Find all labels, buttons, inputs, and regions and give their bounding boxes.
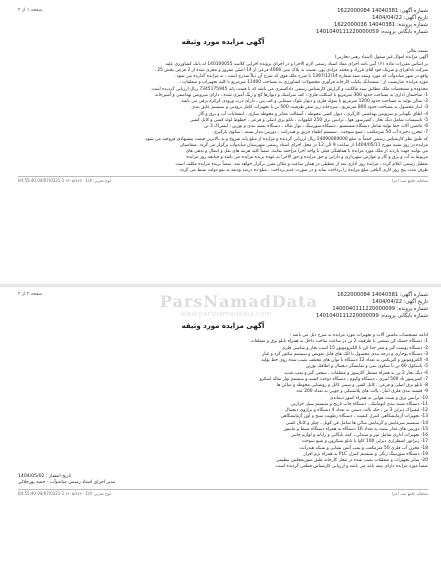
body-line: 5- تاسیسات شامل دیگ بخار ، کمپرسور هوا ، ترانس برق 250 کیلووات ، تابلو برق اصلی و فرعی ، خطوط لوله کشی و کابل کشی [189, 117, 428, 123]
ad-date: تاریخ آگهی: 1404/04/22 [372, 299, 428, 305]
document-body [18, 333, 428, 471]
signatory: مدیر اجرای اسناد رسمی میاندوآب - حمید پورجلالی [18, 480, 116, 485]
body-line: 3- دستگاه بوجاری و درجه بندی محصول با الک های قابل تعویض و سیستم مکش گرد و غبار [262, 351, 428, 357]
ad-metadata [316, 8, 428, 36]
signature-block [18, 474, 428, 487]
body-line: مزایده در روز شنبه مورخ 1404/05/11 از ساعت 9 الی 12 در محل اجرای اسناد رسمی شهرستان میاندوآب برگزار می گردد. متقاضیان [179, 142, 428, 148]
body-line: 7- مخزن ذخیره آب 50 مترمکعب ، منبع سوخت ، سیستم اطفاء حریق و هیدرانت ، دوربین مدار بسته ، سکوی بارگیری [213, 130, 428, 136]
body-line: 19- دستگاه سورتینگ رنگی و سیستم کنترل PLC به همراه نرم افزار [303, 451, 428, 457]
body-line: محدوده و مشخصات ملک مطابق سند مالکیت و گزارش کارشناس رسمی دادگستری می باشد که با قیمت پایه 7345175945 ریال ارزیابی گردیده است. [150, 86, 428, 92]
body-line: بسمه تعالی [406, 49, 428, 54]
case-number: شماره پرونده: 1400040111220000099 [332, 306, 428, 312]
document-page-2 [18, 292, 428, 496]
document-page-1 [18, 8, 428, 183]
document-header [18, 292, 428, 320]
publish-date: تاریخ انتشار : 1404/05/02 [18, 473, 72, 479]
body-line: 2- سالن تولید به مساحت حدود 1200 مترمربع با سوله فلزی و دیوار بلوک سیمانی و کف بتن ، دارای درب ورودی کرکره برقی می باشد. [179, 99, 428, 104]
footer-system: سامانه جامع ثبت اجرا [391, 490, 428, 496]
page-number: صفحه ۱ از ۲ [18, 8, 43, 13]
ad-number: شماره آگهی: 14040381 1622000084 [337, 292, 428, 298]
document-title: آگهی مزایده مورد وثیقه [181, 38, 265, 46]
body-line: 15- دوربین های مدار بسته به تعداد 16 دستگاه به همراه دستگاه ضبط و مانیتور [283, 426, 428, 432]
body-line: بر اساس مقررات ماده ۱۲۱ آیین نامه اجرای مفاد اسناد رسمی لازم الاجرا و در اجرای پرونده اجرایی کلاسه 140100055 له بانک کشاورزی علیه [165, 61, 428, 67]
watermark: ParsNamadData [160, 292, 318, 311]
document-footer [18, 176, 428, 183]
page-divider [0, 284, 441, 287]
body-line: ضمناً مورد مزایده دارای بیمه نامه می باشد و ارزیابی کارشناس قطعی گردیده است. [274, 464, 428, 470]
body-line: واقع در شهر میاندوآب که مورد وثیقه سند شماره 1397/12/14 با شرح ملک فوق که شرح آن ذیلاً مندرج است ، به مزایده گذارده می شود. [175, 74, 428, 79]
body-line: 4- الکتروموتور و گیربکس به تعداد 12 دستگاه با توان های مختلف نصب شده روی خط تولید [261, 358, 428, 363]
body-line: 2- دستگاه پوست گیر و مغز جدا کن با الکتروموتور 15 اسب بخار و شاسی فلزی [281, 345, 428, 351]
body-line: 6- دیگ بخار 2 تن به همراه مشعل گازسوز و متعلقات ، سختی گیر و پمپ تغذیه [284, 370, 428, 376]
body-line: 1- ساختمان اداری به مساحت حدود 300 مترمربع با اسکلت فلزی ، کف سرامیک و دیوارها گچ و رنگ آمیزی شده ، دارای سرویس بهداشتی و آشپزخانه [154, 92, 428, 98]
document-footer [18, 489, 428, 496]
body-line: 17- ژنراتور اضطراری دیزلی 100 کاوا با تابلو سنکرون و منبع سوخت [301, 439, 428, 445]
page-number: صفحه ۲ از ۲ [18, 292, 43, 297]
footer-print-info: لوح تحریر: 1/4 ۲۶۰۵/۸۶۴۰ 1-04/07/0321 04:55:40 [18, 178, 111, 183]
body-line: می توانند جهت بازدید از ملک مورد مزایده با هماهنگی قبلی با واحد اجرا مراجعه نمایند. ضمناً کلیه هزینه های نقل و انتقال و بدهی های [185, 149, 428, 154]
body-line: 13- تجهیزات آزمایشگاهی کنترل کیفیت ، دستگاه رطوبت سنج و اون آزمایشگاهی [280, 414, 428, 420]
body-line: 16- تجهیزات اداری شامل میز و صندلی ، کمد بایگانی و رایانه و لوازم جانبی [290, 433, 428, 438]
watermark-url: www.parsnamaddata.com [180, 310, 272, 318]
ad-metadata [316, 292, 428, 320]
archive-number: شماره بایگانی پرونده: 1401040111220000099 [316, 313, 428, 319]
case-number: شماره پرونده: 14040381 1622000036 [334, 22, 428, 28]
document-body [18, 49, 428, 174]
body-line: 6- ماشین آلات خط تولید شامل دستگاه شستشو ، دستگاه سورتینگ ، نوار نقاله ، دستگاه بسته بندی و توزین ، لیفتراک 3 تن [204, 124, 428, 129]
archive-number: شماره بایگانی پرونده: 1401040111220000059 [316, 29, 428, 35]
footer-system: سامانه جامع ثبت اجرا [391, 178, 428, 183]
document-title: آگهی مزایده مورد وثیقه [181, 322, 265, 330]
body-line: ظرف مدت پنج روز کاری الباقی مبلغ مزایده را پرداخت نماید و در صورت عدم پرداخت ، مبلغ ده درصد ودیعه به نفع دولت ضبط می گردد. [178, 167, 428, 173]
body-line: 4- اطاق نگهبانی و سرویس بهداشتی کارگری ، دیوار کشی محوطه ، آسفالت معابر و محوطه سازی ، انشعابات آب و برق و گاز [198, 111, 428, 117]
body-line: 10- ترانس برق و پست هوایی به همراه کنتور دیماندی [329, 395, 428, 401]
body-line: 14- سیستم سرمایش و گرمایش سالن ها شامل فن کویل ، چیلر و کانال کشی [285, 420, 428, 426]
footer-print-info: لوح تحریر: 1/4 ۲۶۰۵/۸۶۴۰ 1-04/07/0321 04:55:40 [18, 490, 111, 496]
body-line: تعطیل رسمی اعلام گردد ، مزایده روز اداری بعد از تعطیلی در همان ساعت و مکان مقرر برگزار خواهد شد. ضمناً برنده مزایده مکلف است [175, 161, 428, 167]
body-line: مورد مزایده عبارتست از : ششدانگ یکباب کارخانه فرآوری محصولات کشاورزی به مساحت 11400 مترمربع با کلیه تجهیزات و متعلقات ، [179, 80, 428, 86]
body-line: 8- تابلو برق اصلی و فرعی ، کابل کشی و سینی کابل و روشنایی محوطه و سالن ها [276, 383, 428, 388]
body-line: آگهی مزایده اموال غیر منقول (اسناد رهنی-تجارتی) [334, 55, 428, 61]
body-line: 5- باسکول 60 تن با سکوی بتنی و نمایشگر دیجیتال و اطاقک توزین [305, 364, 428, 370]
body-line: 3- انبار محصول به مساحت حدود 800 مترمربع ، سردخانه زیر صفر ظرفیت 500 تن با تجهیزات کامل برودتی و سیستم عایق بندی [191, 105, 428, 111]
body-line: 11- دستگاه بسته بندی اتوماتیک ، دستگاه چاپ تاریخ و سیستم سیل حرارتی [290, 401, 428, 407]
body-line: که طبق نظر کارشناس رسمی جمعاً به مبلغ 24090000000 ریال ارزیابی گردیده و مزایده از مبلغ پایه شروع و به بالاترین قیمت پیشنهادی فروخته می شود. [144, 136, 428, 142]
body-line: 7- کمپرسور باد 500 لیتری ، دستگاه وکیوم ، دستگاه دوخت کیسه و سیستم نوار نقاله اسکرو [259, 376, 428, 382]
body-line: 18- مخزن آب فلزی 50 مترمکعب و پمپ آتش نشانی و شبکه هیدرانت [299, 445, 428, 451]
ad-date: تاریخ آگهی: 1404/04/22 [372, 15, 428, 21]
body-line: 20- سایر تجهیزات و متعلقات نصب شده در محل کارخانه طبق صورتمجلس تنظیمی [275, 458, 428, 463]
body-line: مربوط به آب و برق و گاز و عوارض شهرداری و دارایی و حق مزایده و حق الاجرا به عهده برنده مزایده می باشد و چنانچه روز مزایده [186, 155, 428, 161]
document-header [18, 8, 428, 36]
body-line: 1- دستگاه خشک کن صنعتی با ظرفیت 2 تن در ساعت ساخت داخل به همراه تابلو برق و متعلقات [250, 339, 428, 345]
ad-number: شماره آگهی: 14040381 1622000084 [337, 8, 428, 14]
body-line: ادامه مشخصات ماشین آلات و تجهیزات مورد مزایده به شرح ذیل می باشد : [289, 333, 428, 338]
body-line: شرکت بادافزای و شریک خود آقای فرزاد و محمد مرادی پور، نسبت به پلاک ثبتی 4066 فرعی از 14 اصلی مفروز و مجزی شده از 2 فرعی بخش 25 ، [154, 67, 428, 73]
body-line: 9- قفسه بندی فلزی انبار ، پالت های پلاستیکی و چوبی به تعداد 200 عدد [295, 389, 428, 395]
body-line: 12- لیفتراک دیزلی 3 تن ، جک پالت دستی به تعداد 4 دستگاه و ترازوی دیجیتال [285, 408, 428, 413]
